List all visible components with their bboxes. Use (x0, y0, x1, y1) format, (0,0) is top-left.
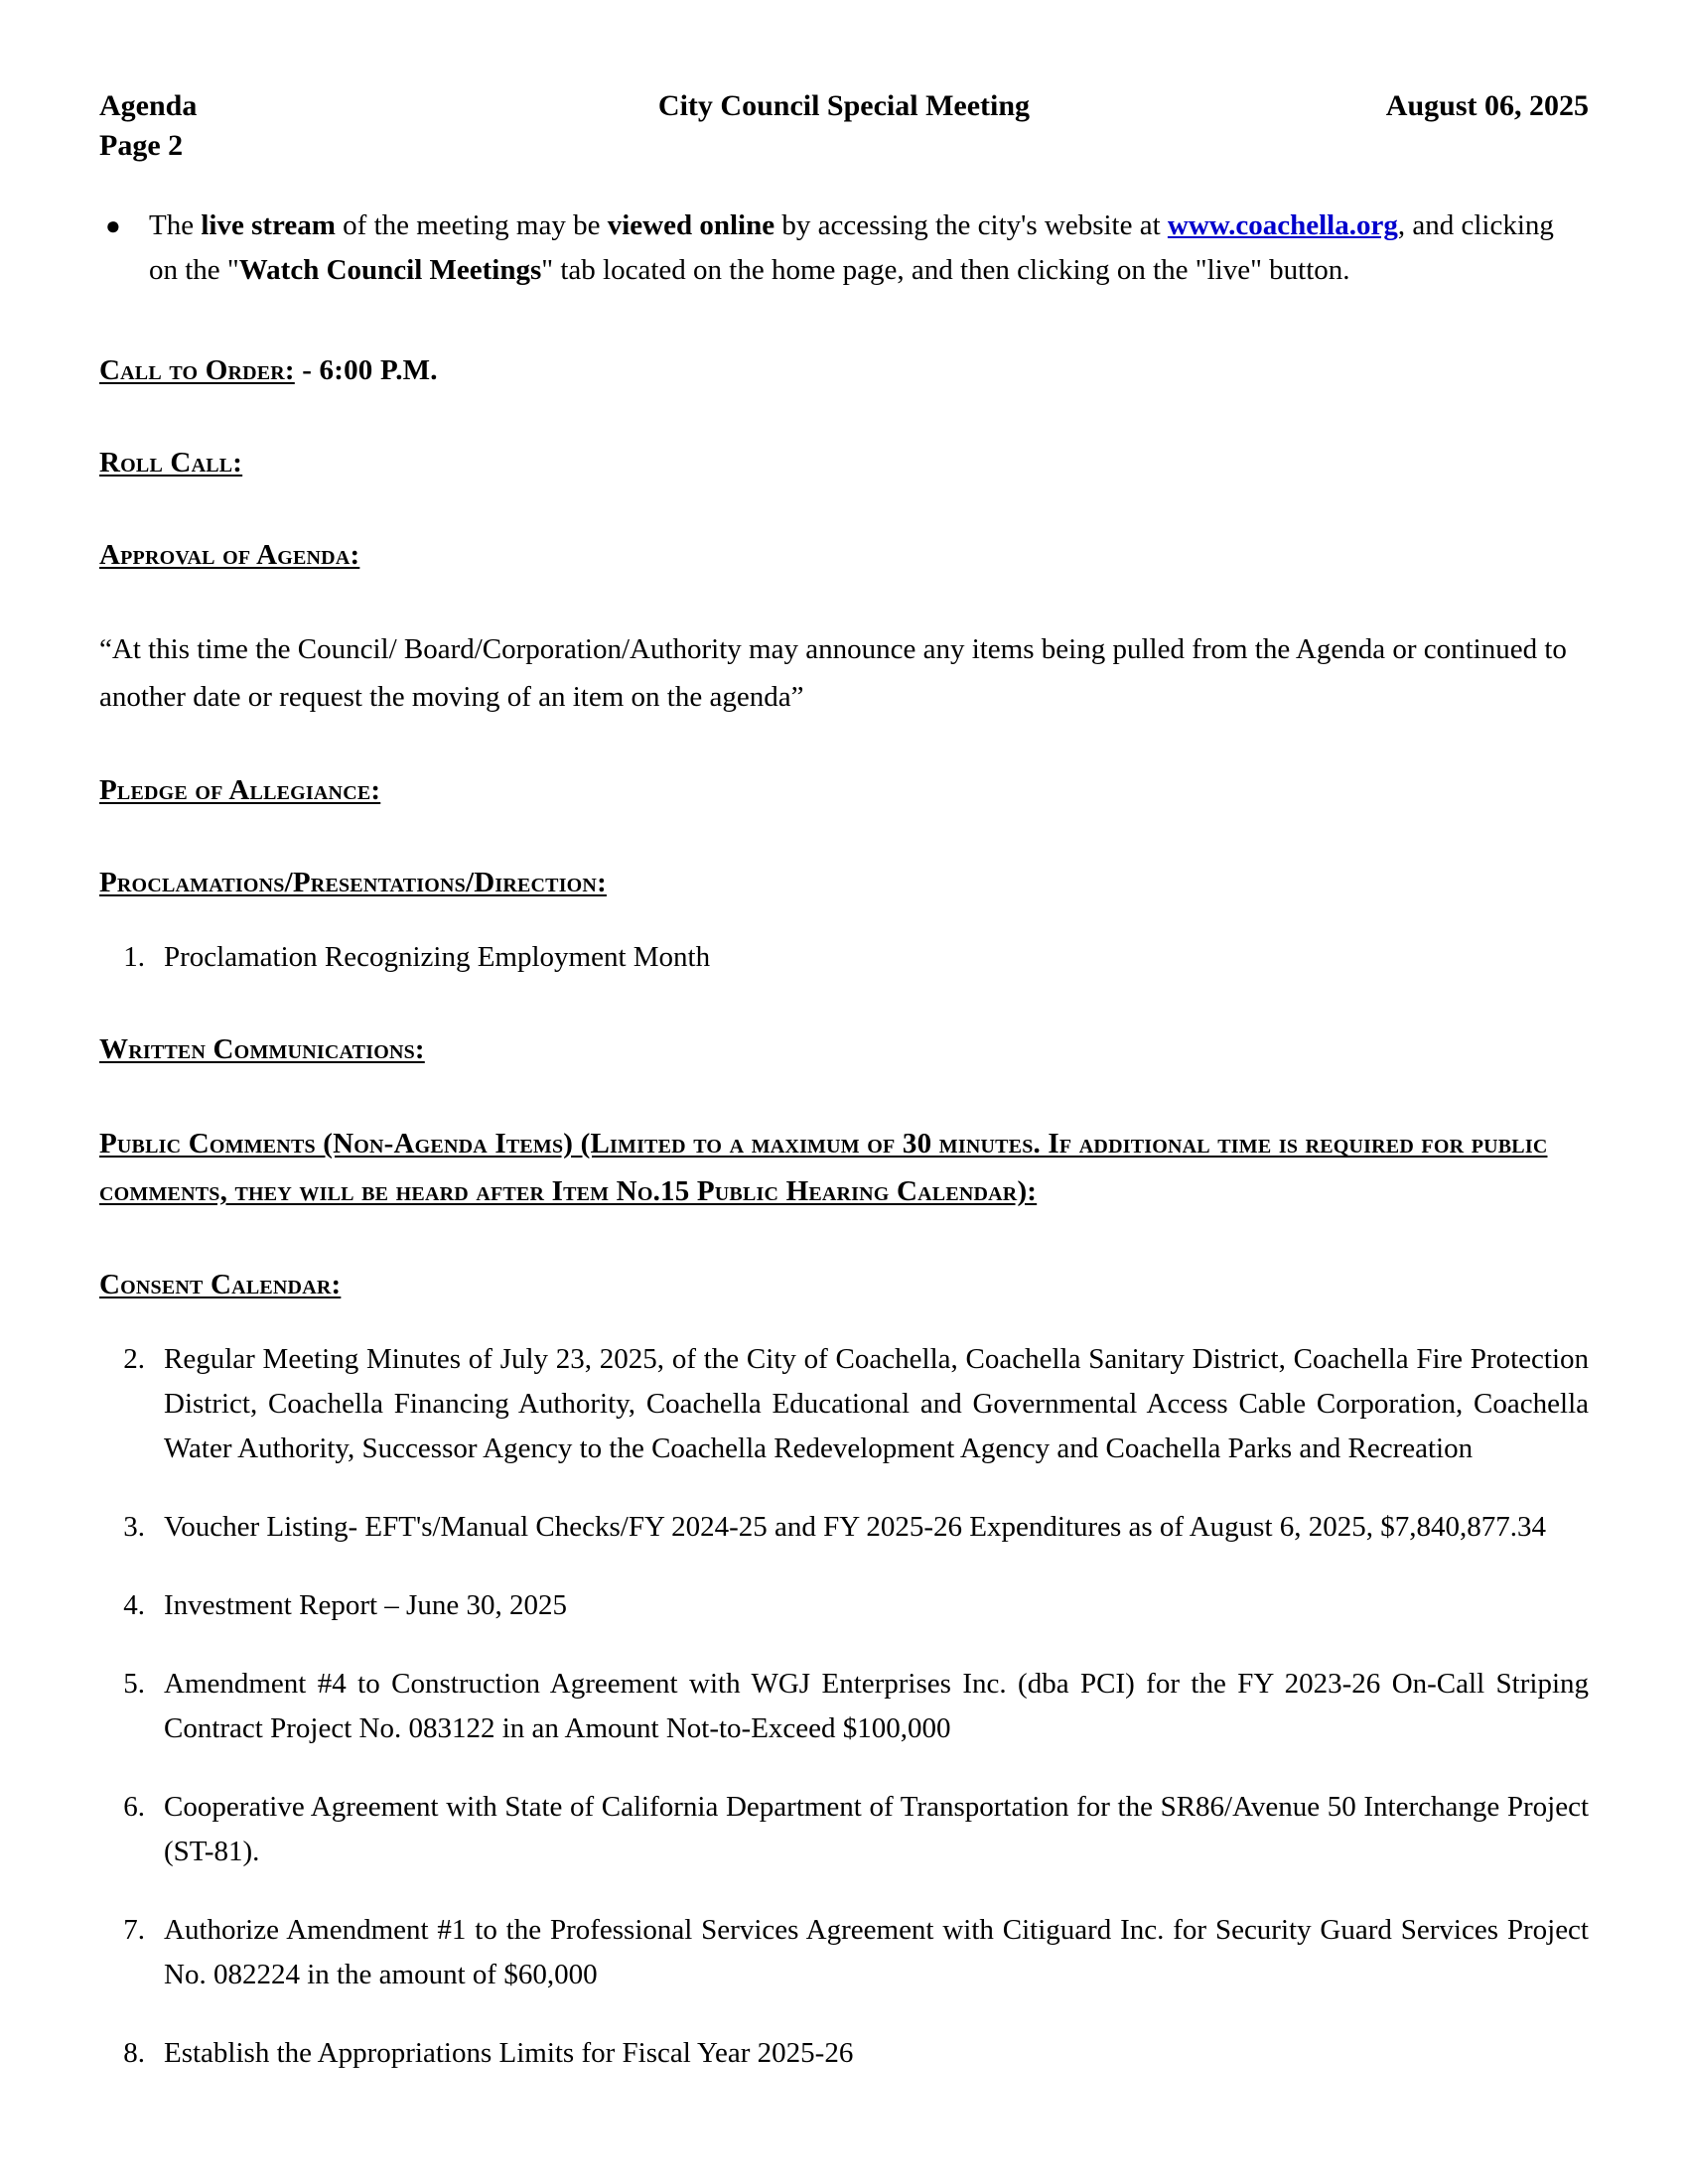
header-page-number: Page 2 (99, 129, 184, 162)
proclamation-item-list (99, 935, 1589, 980)
list-item (99, 1785, 1589, 1874)
section-heading-written-communications (99, 1027, 1589, 1072)
written-communications-label: Written Communications: (99, 1033, 425, 1065)
notice-bold-viewed-online: viewed online (607, 209, 775, 241)
list-item (99, 1908, 1589, 1997)
document-header (99, 87, 1589, 165)
item-text: Regular Meeting Minutes of July 23, 2025, of the City of Coachella, Coachella Sanitary District, Coachella Fire Protection District, Coachella Financing Authority, Coachella Educational and Governmental Access Cable Corporation, Coachella Water Authority, Successor Agency to the Coachella Redevelopment Agency and Coachella Parks and Recreation (164, 1343, 1589, 1464)
list-item (99, 204, 1589, 293)
item-text: Establish the Appropriations Limits for Fiscal Year 2025-26 (164, 2037, 854, 2069)
call-to-order-time: - 6:00 P.M. (294, 354, 438, 386)
coachella-website-link[interactable]: www.coachella.org (1167, 209, 1398, 241)
section-heading-call-to-order (99, 348, 1589, 393)
header-doc-type: Agenda (99, 89, 198, 122)
list-item (99, 1337, 1589, 1471)
list-item (99, 2031, 1589, 2076)
item-text: Authorize Amendment #1 to the Professional Services Agreement with Citiguard Inc. for Security Guard Services Project No. 082224 in the amount of $60,000 (164, 1914, 1589, 1990)
list-item (99, 1583, 1589, 1628)
notice-text-part3: by accessing the city's website at (774, 209, 1168, 241)
notice-text-part4: , and clicking on the " (149, 209, 1554, 286)
proclamations-label: Proclamations/Presentations/Direction: (99, 867, 607, 898)
item-number: 1. (123, 941, 145, 973)
approval-of-agenda-label: Approval of Agenda: (99, 539, 360, 571)
header-meeting-title: City Council Special Meeting (657, 89, 1031, 122)
public-comments-label: Public Comments (Non-Agenda Items) (Limited to a maximum of 30 minutes. If additional time is required for public comments, they will be heard after Item No.15 Public Hearing Calendar): (99, 1128, 1548, 1207)
item-number: 7. (123, 1914, 145, 1946)
section-heading-consent-calendar (99, 1263, 1589, 1307)
item-text: Cooperative Agreement with State of California Department of Transportation for the SR86/Avenue 50 Interchange Project (ST-81). (164, 1791, 1589, 1867)
notice-bullet-list (99, 204, 1589, 293)
item-text: Investment Report – June 30, 2025 (164, 1589, 567, 1621)
item-number: 3. (123, 1511, 145, 1543)
item-text: Amendment #4 to Construction Agreement with WGJ Enterprises Inc. (dba PCI) for the FY 2023-26 On-Call Striping Contract Project No. 083122 in an Amount Not-to-Exceed $100,000 (164, 1668, 1589, 1744)
list-item (99, 935, 1589, 980)
agenda-body (99, 204, 1589, 2076)
notice-bold-live-stream: live stream (201, 209, 336, 241)
consent-calendar-label: Consent Calendar: (99, 1269, 342, 1300)
list-item (99, 1662, 1589, 1751)
bullet-dot-icon: ● (105, 211, 121, 240)
item-number: 8. (123, 2037, 145, 2069)
section-heading-public-comments (99, 1120, 1589, 1215)
header-meeting-date: August 06, 2025 (1385, 89, 1589, 122)
notice-text-part1: The (149, 209, 202, 241)
item-text: Voucher Listing- EFT's/Manual Checks/FY 2024-25 and FY 2025-26 Expenditures as of August 6, 2025, $7,840,877.34 (164, 1511, 1547, 1543)
notice-bold-watch-council-meetings: Watch Council Meetings (238, 254, 542, 286)
section-heading-proclamations (99, 861, 1589, 905)
list-item (99, 1505, 1589, 1550)
approval-of-agenda-quote: “At this time the Council/ Board/Corporation/Authority may announce any items being pulled from the Agenda or continued to another date or request the moving of an item on the agenda” (99, 633, 1567, 713)
roll-call-label: Roll Call: (99, 447, 243, 478)
notice-text-part2: of the meeting may be (335, 209, 608, 241)
consent-calendar-item-list (99, 1337, 1589, 2076)
section-heading-roll-call (99, 441, 1589, 485)
header-row (99, 87, 1589, 125)
call-to-order-label: Call to Order: (99, 354, 295, 386)
notice-text-part5: " tab located on the home page, and then clicking on the "live" button. (541, 254, 1350, 286)
section-heading-pledge-of-allegiance (99, 768, 1589, 813)
pledge-of-allegiance-label: Pledge of Allegiance: (99, 774, 381, 806)
item-number: 5. (123, 1668, 145, 1700)
item-number: 2. (123, 1343, 145, 1375)
section-heading-approval-of-agenda (99, 533, 1589, 578)
item-number: 4. (123, 1589, 145, 1621)
item-number: 6. (123, 1791, 145, 1823)
item-text: Proclamation Recognizing Employment Month (164, 941, 711, 973)
